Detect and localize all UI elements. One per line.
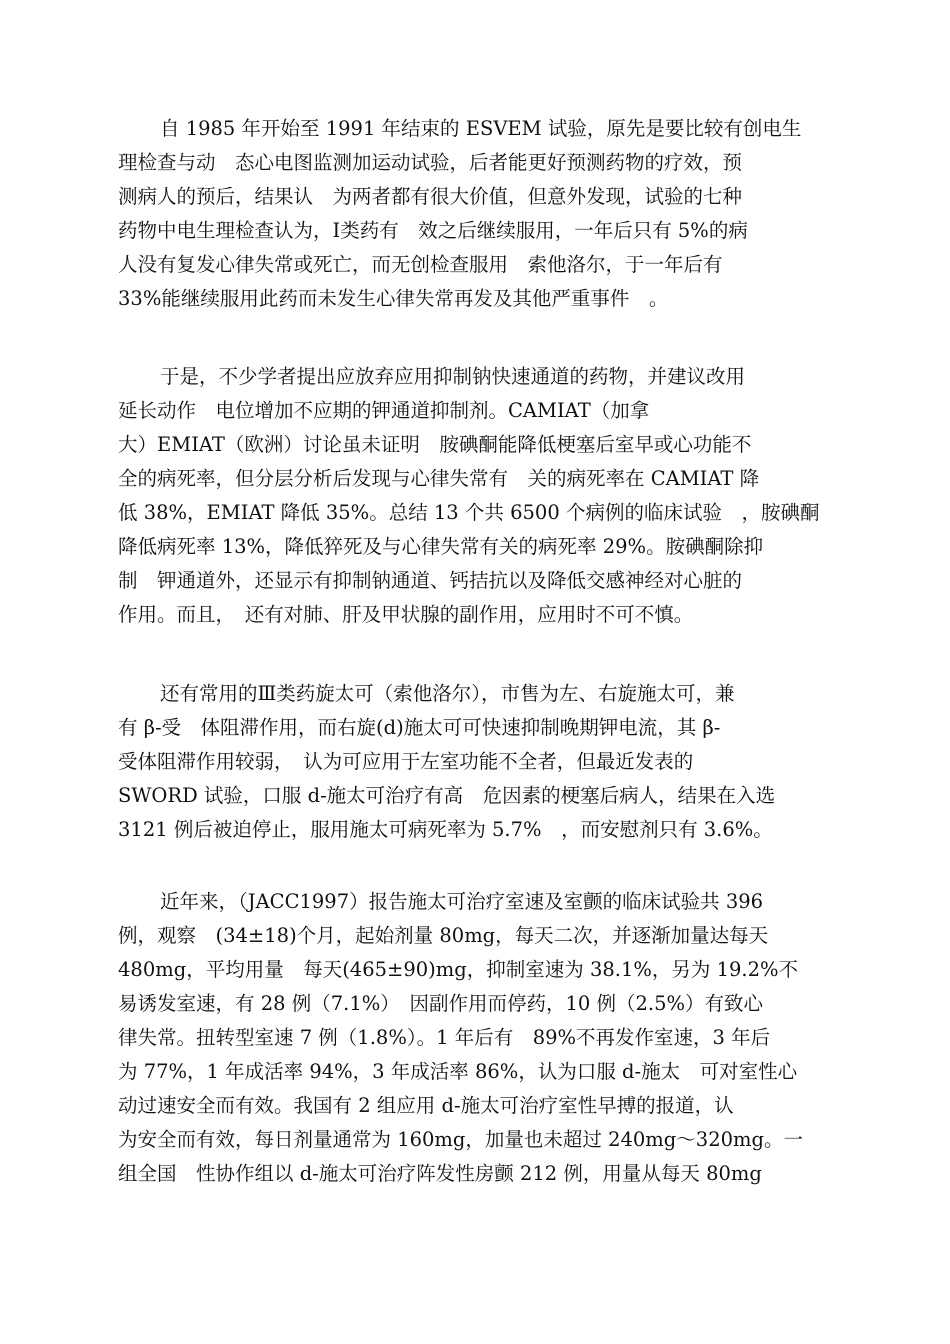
- text-line: 大）EMIAT（欧洲）讨论虽未证明 胺碘酮能降低梗塞后室早或心功能不: [118, 433, 752, 456]
- text-line: 受体阻滞作用较弱， 认为可应用于左室功能不全者，但最近发表的: [118, 750, 694, 773]
- text-line: 480mg，平均用量 每天(465±90)mg，抑制室速为 38.1%，另为 19.2%不: [118, 958, 799, 981]
- text-line: 低 38%，EMIAT 降低 35%。总结 13 个共 6500 个病例的临床试验 ，胺碘酮: [118, 501, 820, 524]
- text-line: 近年来，（JACC1997）报告施太可治疗室速及室颤的临床试验共 396: [160, 890, 764, 913]
- text-line: 3121 例后被迫停止，服用施太可病死率为 5.7% ，而安慰剂只有 3.6%。: [118, 818, 773, 841]
- paragraph-amiodarone: [118, 360, 838, 632]
- text-line: 于是，不少学者提出应放弃应用抑制钠快速通道的药物，并建议改用: [160, 365, 746, 388]
- text-line: 例，观察 (34±18)个月，起始剂量 80mg，每天二次，并逐渐加量达每天: [118, 924, 769, 947]
- text-line: 为安全而有效，每日剂量通常为 160mg，加量也未超过 240mg～320mg。一: [118, 1128, 803, 1151]
- text-line: 药物中电生理检查认为，Ⅰ类药有 效之后继续服用，一年后只有 5%的病: [118, 219, 748, 242]
- text-line: 组全国 性协作组以 d-施太可治疗阵发性房颤 212 例，用量从每天 80mg: [118, 1162, 762, 1185]
- text-line: 作用。而且， 还有对肺、肝及甲状腺的副作用，应用时不可不慎。: [118, 603, 694, 626]
- text-line: 动过速安全而有效。我国有 2 组应用 d-施太可治疗室性早搏的报道，认: [118, 1094, 734, 1117]
- text-line: 全的病死率，但分层分析后发现与心律失常有 关的病死率在 CAMIAT 降: [118, 467, 760, 490]
- text-line: 33%能继续服用此药而未发生心律失常再发及其他严重事件 。: [118, 287, 669, 310]
- text-line: 理检查与动 态心电图监测加运动试验，后者能更好预测药物的疗效，预: [118, 151, 743, 174]
- text-line: 制 钾通道外，还显示有抑制钠通道、钙拮抗以及降低交感神经对心脏的: [118, 569, 743, 592]
- paragraph-clinical-trials: [118, 885, 838, 1191]
- text-line: 律失常。扭转型室速 7 例（1.8%）。1 年后有 89%不再发作室速，3 年后: [118, 1026, 771, 1049]
- text-line: 还有常用的Ⅲ类药旋太可（索他洛尔），市售为左、右旋施太可，兼: [160, 682, 735, 705]
- text-line: 测病人的预后，结果认 为两者都有很大价值，但意外发现，试验的七种: [118, 185, 743, 208]
- paragraph-esvem: [118, 112, 838, 316]
- text-line: 自 1985 年开始至 1991 年结束的 ESVEM 试验，原先是要比较有创电生: [160, 117, 802, 140]
- text-line: 有 β-受 体阻滞作用，而右旋(d)施太可可快速抑制晚期钾电流，其 β-: [118, 716, 721, 739]
- paragraph-sotalol: [118, 677, 838, 847]
- text-line: 为 77%，1 年成活率 94%，3 年成活率 86%，认为口服 d-施太 可对室性心: [118, 1060, 798, 1083]
- text-line: 易诱发室速，有 28 例（7.1%） 因副作用而停药，10 例（2.5%）有致心: [118, 992, 764, 1015]
- text-line: SWORD 试验，口服 d-施太可治疗有高 危因素的梗塞后病人，结果在入选: [118, 784, 776, 807]
- text-line: 降低病死率 13%，降低猝死及与心律失常有关的病死率 29%。胺碘酮除抑: [118, 535, 764, 558]
- text-line: 延长动作 电位增加不应期的钾通道抑制剂。CAMIAT（加拿: [118, 399, 650, 422]
- text-line: 人没有复发心律失常或死亡，而无创检查服用 索他洛尔，于一年后有: [118, 253, 723, 276]
